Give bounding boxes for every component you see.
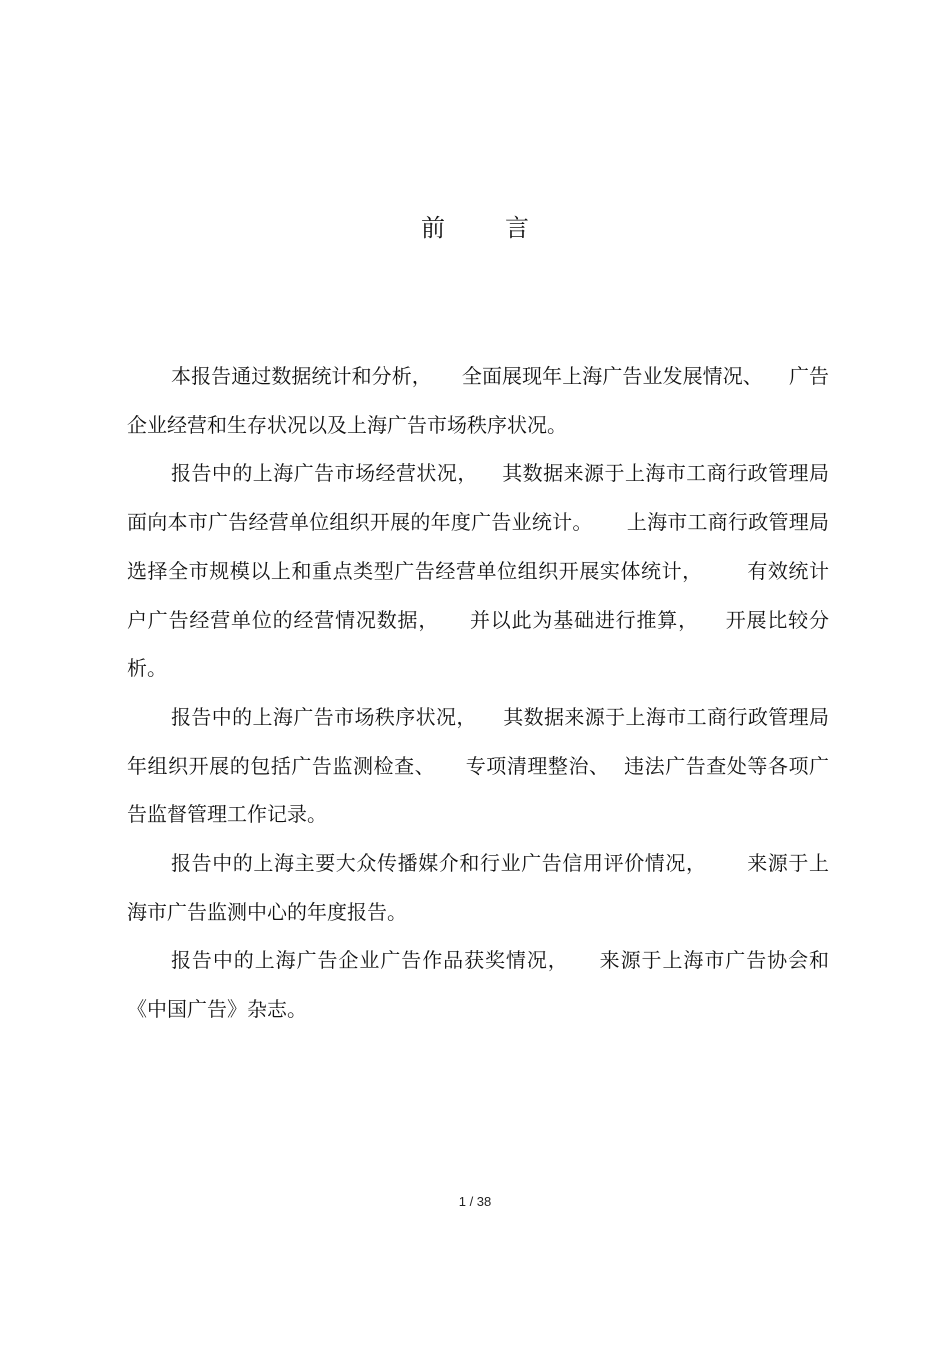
paragraph-segment: 全面展现年上海广告业发展情况、	[461, 364, 763, 388]
paragraph-segment: 广告企业经营和生存状况以及上海广告市场秩序状况。	[127, 364, 830, 437]
paragraph-segment: 其数据来源于上海市工商行政管理局年组织开展的包括广告监测检查、	[127, 704, 830, 778]
paragraph-segment: 报告中的上海广告市场经营状况，	[171, 461, 478, 486]
paragraph-segment: 专项清理整治、	[465, 753, 610, 778]
page-title	[0, 208, 950, 243]
document-body	[127, 352, 829, 1034]
paragraph-segment: 来源于上海市广告协会和《中国广告》杂志。	[127, 948, 830, 1022]
paragraph-segment: 违法广告查处等各项广告监督管理工作记录。	[127, 753, 830, 827]
page-number: 1 / 38	[458, 1194, 492, 1209]
paragraph-segment: 并以此为基础进行推算，	[469, 607, 699, 632]
paragraph-segment: 开展比较分析。	[127, 607, 829, 681]
paragraph-segment: 报告中的上海广告市场秩序状况，	[171, 704, 477, 729]
paragraph-3	[127, 693, 829, 839]
paragraph-segment: 其数据来源于上海市工商行政管理局面向本市广告经营单位组织开展的年度广告业统计。	[127, 461, 830, 535]
paragraph-segment: 本报告通过数据统计和分析，	[171, 364, 432, 388]
paragraph-5	[127, 936, 829, 1033]
paragraph-2	[127, 449, 829, 693]
paragraph-segment: 上海市工商行政管理局选择全市规模以上和重点类型广告经营单位组织开展实体统计，	[127, 510, 830, 583]
title-char-1: 前	[421, 214, 445, 242]
paragraph-1	[127, 352, 829, 449]
paragraph-segment: 来源于上海市广告监测中心的年度报告。	[127, 851, 830, 924]
paragraph-segment: 报告中的上海主要大众传播媒介和行业广告信用评价情况，	[171, 851, 707, 876]
paragraph-segment: 报告中的上海广告企业广告作品获奖情况，	[171, 948, 569, 973]
paragraph-segment: 有效统计户广告经营单位的经营情况数据，	[127, 558, 829, 632]
title-char-2: 言	[505, 214, 529, 242]
paragraph-4	[127, 839, 829, 936]
